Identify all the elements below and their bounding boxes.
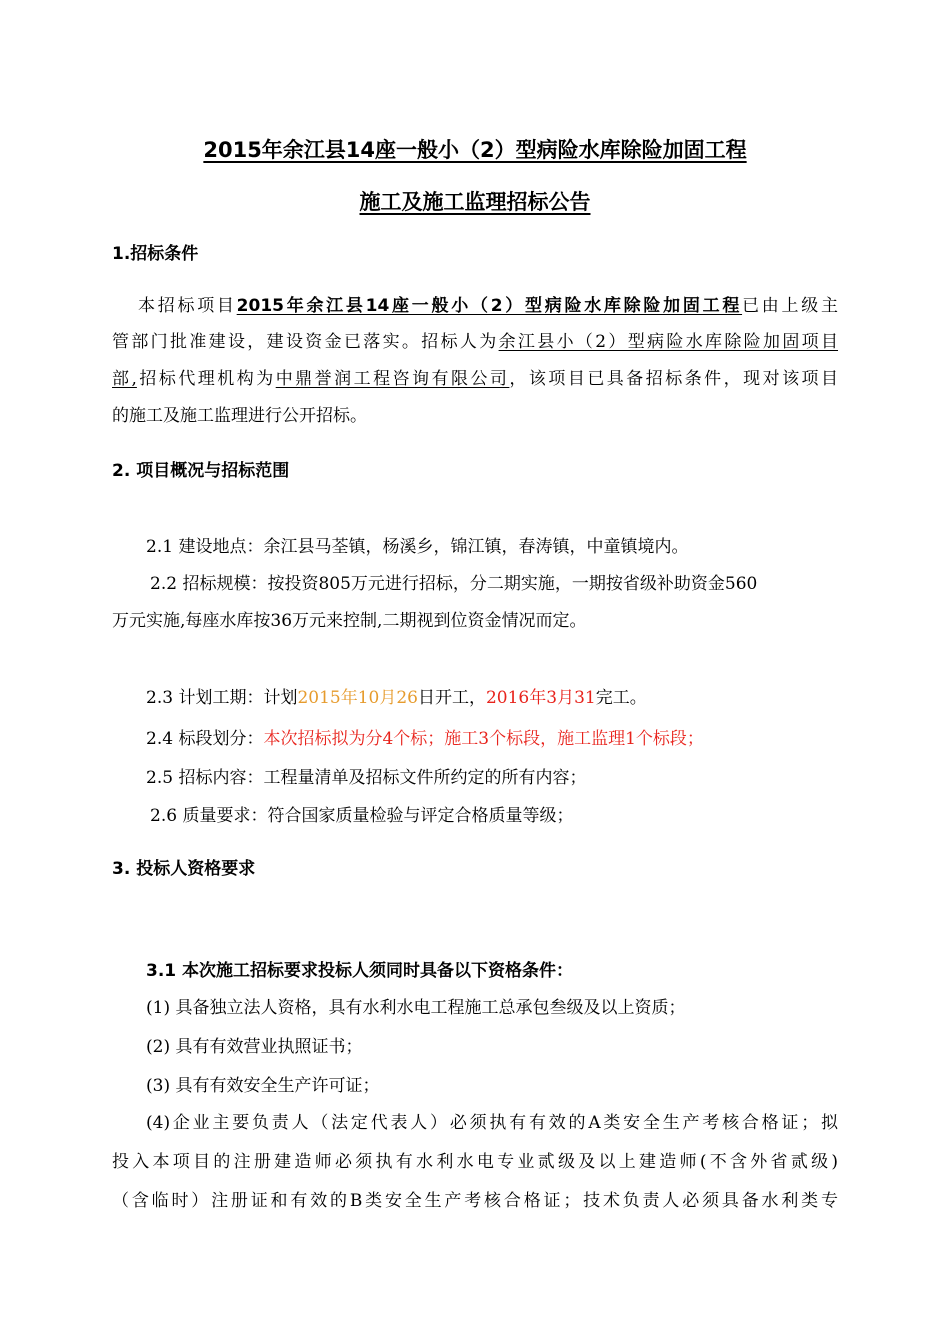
section1-text: 已由上级主	[742, 296, 838, 316]
section1-heading: 1.招标条件	[112, 244, 199, 264]
section1-paragraph-line3	[112, 364, 838, 389]
document-title-line2: 施工及施工监理招标公告	[359, 190, 591, 214]
item-2-2-line2: 万元实施,每座水库按36万元来控制,二期视到位资金情况而定。	[112, 611, 587, 631]
lot-division: 本次招标拟为分4个标；施工3个标段，施工监理1个标段；	[263, 729, 704, 749]
item-2-5: 2.5 招标内容：工程量清单及招标文件所约定的所有内容；	[146, 768, 587, 788]
end-date: 2016年3月31	[485, 688, 596, 708]
agency-name: 中鼎誉润工程咨询有限公司	[275, 369, 510, 389]
item-2-1: 2.1 建设地点：余江县马荃镇，杨溪乡，锦江镇，春涛镇，中童镇境内。	[146, 537, 689, 557]
requirement-2: (2) 具有有效营业执照证书；	[146, 1037, 363, 1057]
item-2-2-line1: 2.2 招标规模：按投资805万元进行招标，分二期实施，一期按省级补助资金560	[150, 574, 758, 594]
requirement-4-line3: （含临时）注册证和有效的B类安全生产考核合格证；技术负责人必须具备水利类专	[112, 1191, 838, 1211]
item-2-3	[146, 683, 647, 708]
project-name: 2015年余江县14座一般小（2）型病险水库除险加固工程	[236, 296, 743, 316]
document-title-line1: 2015年余江县14座一般小（2）型病险水库除险加固工程	[203, 138, 747, 162]
item-2-3-text: 日开工，	[417, 688, 486, 708]
item-2-4	[146, 724, 704, 749]
section2-heading: 2. 项目概况与招标范围	[112, 461, 290, 481]
section1-paragraph-line1	[112, 291, 838, 316]
requirement-4-line2: 投入本项目的注册建造师必须执有水利水电专业贰级及以上建造师(不含外省贰级)	[112, 1152, 838, 1172]
section3-heading: 3. 投标人资格要求	[112, 859, 256, 879]
tenderer-name-end: 部,	[112, 369, 137, 389]
section1-text: 管部门批准建设，建设资金已落实。招标人为	[112, 332, 499, 352]
requirement-4-line1: (4)企业主要负责人（法定代表人）必须执有有效的A类安全生产考核合格证；拟	[146, 1113, 838, 1133]
section1-text: 本招标项目	[138, 296, 237, 316]
section1-text: ，该项目已具备招标条件，现对该项目	[509, 369, 839, 389]
section1-paragraph-line2	[112, 327, 838, 352]
section1-text: 招标代理机构为	[136, 369, 276, 389]
item-2-3-text: 完工。	[595, 688, 647, 708]
requirement-3: (3) 具有有效安全生产许可证；	[146, 1076, 380, 1096]
item-2-3-text: 2.3 计划工期：计划	[146, 688, 298, 708]
item-2-6: 2.6 质量要求：符合国家质量检验与评定合格质量等级；	[150, 806, 574, 826]
tenderer-name: 余江县小（2）型病险水库除险加固项目	[498, 332, 839, 352]
start-date: 2015年10月26	[297, 688, 418, 708]
item-2-4-label: 2.4 标段划分：	[146, 729, 264, 749]
requirement-1: (1) 具备独立法人资格，具有水利水电工程施工总承包叁级及以上资质；	[146, 998, 686, 1018]
section1-paragraph-line4: 的施工及施工监理进行公开招标。	[112, 406, 367, 426]
subsection-3-1: 3.1 本次施工招标要求投标人须同时具备以下资格条件：	[146, 961, 574, 981]
